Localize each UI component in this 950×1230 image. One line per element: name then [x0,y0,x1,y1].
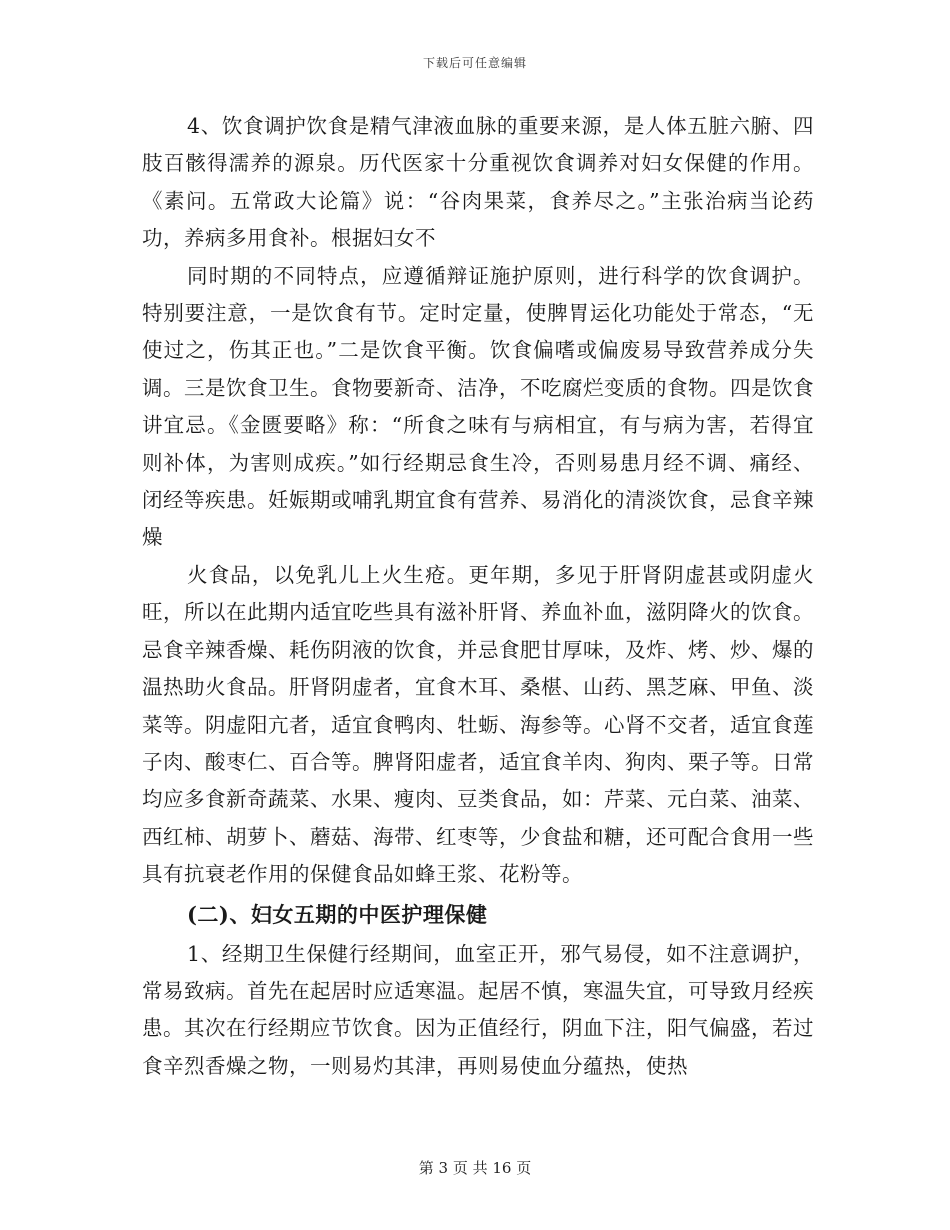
page-header-note: 下载后可任意编辑 [422,56,527,70]
paragraph-menopause-diet: 火食品，以免乳儿上火生疮。更年期，多见于肝肾阴虚甚或阴虚火旺，所以在此期内适宜吃些具有滋补肝肾、养血补血，滋阴降火的饮食。忌食辛辣香燥、耗伤阴液的饮食，并忌食肥甘厚味，及炸、烤、炒、爆的温热助火食品。肝肾阴虚者，宜食木耳、桑椹、山药、黑芝麻、甲鱼、淡菜等。阴虚阳亢者，适宜食鸭肉、牡蛎、海参等。心肾不交者，适宜食莲子肉、酸枣仁、百合等。脾肾阳虚者，适宜食羊肉、狗肉、栗子等。日常均应多食新奇蔬菜、水果、瘦肉、豆类食品，如：芹菜、元白菜、油菜、西红柿、胡萝卜、蘑菇、海带、红枣等，少食盐和糖，还可配合食用一些具有抗衰老作用的保健食品如蜂王浆、花粉等。 [142,562,814,887]
paragraph-menstrual-care: 1、经期卫生保健行经期间，血室正开，邪气易侵，如不注意调护，常易致病。首先在起居时应适寒温。起居不慎，寒温失宜，可导致月经疾患。其次在行经期应节饮食。因为正值经行，阴血下注，阳气偏盛，若过食辛烈香燥之物，一则易灼其津，再则易使血分蕴热，使热 [142,941,814,1078]
section-heading: (二)、妇女五期的中医护理保健 [187,901,488,927]
document-body [142,108,814,1085]
page-number: 第 3 页 共 16 页 [418,1159,532,1177]
paragraph-diet-care: 4、饮食调护饮食是精气津液血脉的重要来源，是人体五脏六腑、四肢百骸得濡养的源泉。历代医家十分重视饮食调养对妇女保健的作用。《素问。五常政大论篇》说：“谷肉果菜，食养尽之。”主张治病当论药功，养病多用食补。根据妇女不 [142,114,814,251]
paragraph-diet-principles: 同时期的不同特点，应遵循辩证施护原则，进行科学的饮食调护。特别要注意，一是饮食有节。定时定量，使脾胃运化功能处于常态，“无使过之，伤其正也。”二是饮食平衡。饮食偏嗜或偏废易导致营养成分失调。三是饮食卫生。食物要新奇、洁净，不吃腐烂变质的食物。四是饮食讲宜忌。《金匮要略》称：“所食之味有与病相宜，有与病为害，若得宜则补体，为害则成疾。”如行经期忌食生冷，否则易患月经不调、痛经、闭经等疾患。妊娠期或哺乳期宜食有营养、易消化的清淡饮食，忌食辛辣燥 [142,263,814,550]
